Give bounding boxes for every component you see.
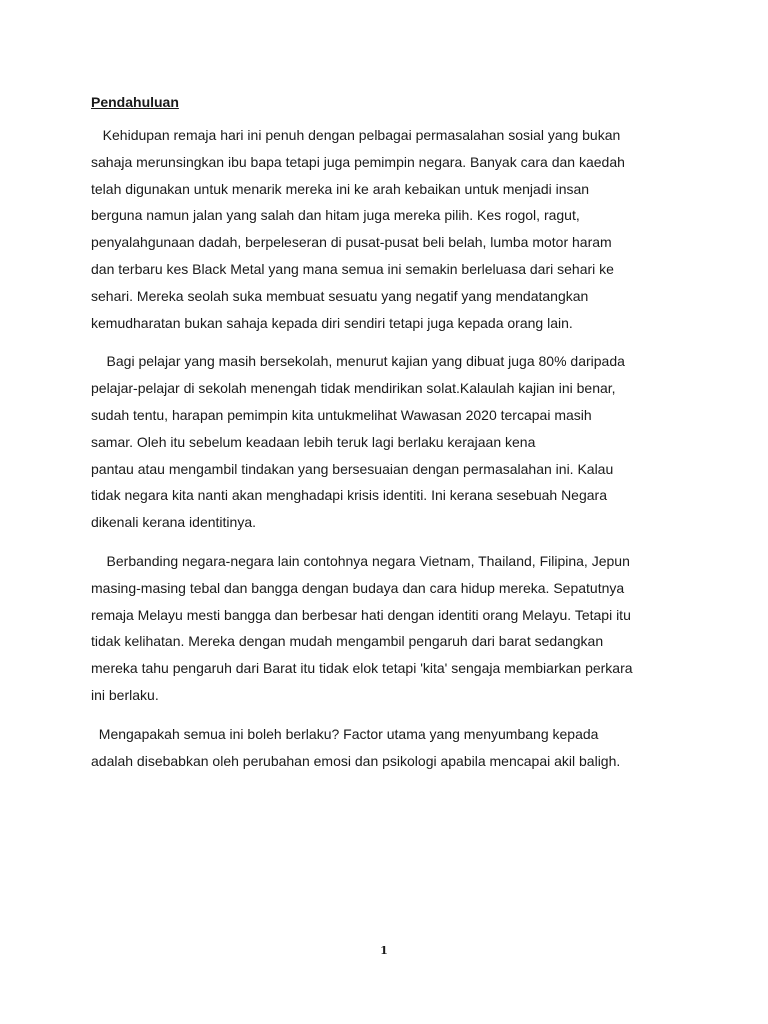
text-line: masing-masing tebal dan bangga dengan budaya dan cara hidup mereka. Sepatutnya xyxy=(91,579,625,596)
text-line: penyalahgunaan dadah, berpeleseran di pusat-pusat beli belah, lumba motor haram xyxy=(91,234,612,251)
text-line: Berbanding negara-negara lain contohnya negara Vietnam, Thailand, Filipina, Jepun xyxy=(91,552,630,569)
paragraph-container xyxy=(91,122,679,774)
text-line: pantau atau mengambil tindakan yang bersesuaian dengan permasalahan ini. Kalau xyxy=(91,460,614,477)
text-line: tidak kelihatan. Mereka dengan mudah mengambil pengaruh dari barat sedangkan xyxy=(91,633,604,650)
text-line: dan terbaru kes Black Metal yang mana semua ini semakin berleluasa dari sehari ke xyxy=(91,260,614,277)
text-line: adalah disebabkan oleh perubahan emosi dan psikologi apabila mencapai akil baligh. xyxy=(91,752,621,769)
paragraph-3 xyxy=(91,548,679,709)
page-number: 1 xyxy=(380,944,388,957)
paragraph-2 xyxy=(91,348,679,536)
text-line: telah digunakan untuk menarik mereka ini ke arah kebaikan untuk menjadi insan xyxy=(91,180,590,197)
text-line: remaja Melayu mesti bangga dan berbesar hati dengan identiti orang Melayu. Tetapi itu xyxy=(91,606,631,623)
text-line: Mengapakah semua ini boleh berlaku? Factor utama yang menyumbang kepada xyxy=(91,725,599,742)
text-line: sahaja merunsingkan ibu bapa tetapi juga pemimpin negara. Banyak cara dan kaedah xyxy=(91,153,625,170)
paragraph-4 xyxy=(91,721,679,775)
text-line: ini berlaku. xyxy=(91,686,159,703)
text-line: Bagi pelajar yang masih bersekolah, menurut kajian yang dibuat juga 80% daripada xyxy=(91,353,625,370)
document-body xyxy=(91,92,679,786)
text-line: dikenali kerana identitinya. xyxy=(91,514,256,531)
text-line: tidak negara kita nanti akan menghadapi krisis identiti. Ini kerana sesebuah Negara xyxy=(91,487,607,504)
text-line: samar. Oleh itu sebelum keadaan lebih teruk lagi berlaku kerajaan kena xyxy=(91,433,536,450)
text-line: Kehidupan remaja hari ini penuh dengan pelbagai permasalahan sosial yang bukan xyxy=(91,127,621,143)
text-line: mereka tahu pengaruh dari Barat itu tidak elok tetapi 'kita' sengaja membiarkan perkara xyxy=(91,660,633,677)
text-line: pelajar-pelajar di sekolah menengah tidak mendirikan solat.Kalaulah kajian ini benar, xyxy=(91,380,616,397)
text-line: sudah tentu, harapan pemimpin kita untukmelihat Wawasan 2020 tercapai masih xyxy=(91,406,592,423)
text-line: sehari. Mereka seolah suka membuat sesuatu yang negatif yang mendatangkan xyxy=(91,287,589,304)
text-line: kemudharatan bukan sahaja kepada diri sendiri tetapi juga kepada orang lain. xyxy=(91,314,573,331)
section-heading: Pendahuluan xyxy=(91,94,179,110)
text-line: berguna namun jalan yang salah dan hitam juga mereka pilih. Kes rogol, ragut, xyxy=(91,207,580,224)
paragraph-1 xyxy=(91,122,679,336)
